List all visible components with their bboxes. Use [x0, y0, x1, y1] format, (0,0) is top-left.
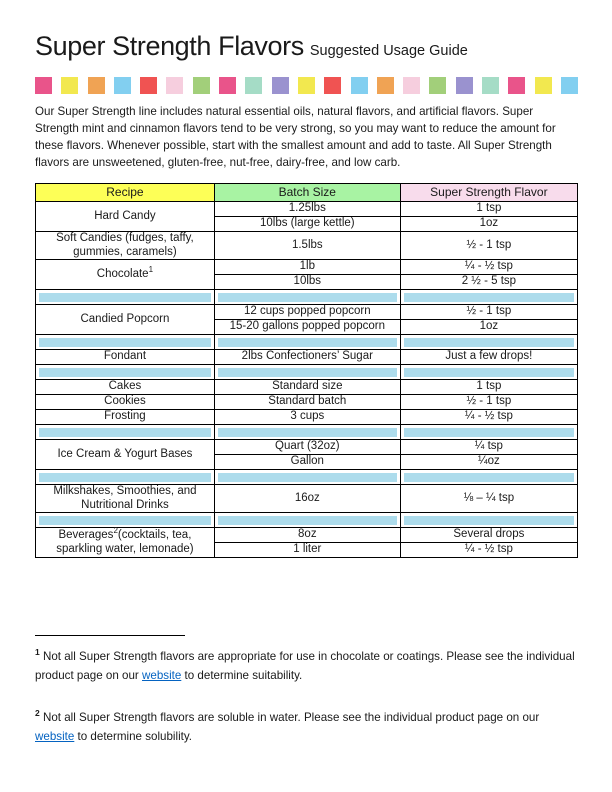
color-square: [456, 77, 473, 94]
spacer-cell: [400, 513, 577, 528]
intro-paragraph: Our Super Strength line includes natural essential oils, natural flavors, and artificial flavors. Super Strength mint and cinnamon flavors tend to be very strong, so you may want to reduce the amount for these flavors. Whenever possible, start with the smallest amount and add to taste. All Super Strength flavors are unsweetened, gluten-free, nut-free, dairy-free, and low carb.: [35, 105, 556, 169]
table-row: [36, 260, 578, 275]
color-square: [403, 77, 420, 94]
batch-size-cell: 12 cups popped popcorn: [214, 305, 400, 320]
recipe-cell: Cakes: [36, 380, 215, 395]
spacer-row: [36, 365, 578, 380]
spacer-row: [36, 425, 578, 440]
recipe-cell: Fondant: [36, 350, 215, 365]
table-row: [36, 202, 578, 217]
batch-size-cell: 2lbs Confectioners’ Sugar: [214, 350, 400, 365]
batch-size-cell: Standard size: [214, 380, 400, 395]
spacer-cell: [214, 290, 400, 305]
spacer-cell: [36, 470, 215, 485]
spacer-cell: [214, 470, 400, 485]
color-square: [140, 77, 157, 94]
batch-size-cell: 10lbs: [214, 275, 400, 290]
batch-size-cell: Gallon: [214, 455, 400, 470]
table-row: [36, 395, 578, 410]
color-square: [429, 77, 446, 94]
color-square: [219, 77, 236, 94]
flavor-cell: Several drops: [400, 528, 577, 543]
footnote-1: [35, 643, 578, 685]
table-header-row: [36, 184, 578, 202]
color-square: [114, 77, 131, 94]
batch-size-cell: Quart (32oz): [214, 440, 400, 455]
flavor-cell: ½ - 1 tsp: [400, 232, 577, 260]
color-square: [508, 77, 525, 94]
footnote-2-text: Not all Super Strength flavors are soluble in water. Please see the individual product page on our: [39, 710, 540, 724]
color-square: [561, 77, 578, 94]
batch-size-cell: 10lbs (large kettle): [214, 217, 400, 232]
batch-size-cell: Standard batch: [214, 395, 400, 410]
flavor-cell: ½ - 1 tsp: [400, 395, 577, 410]
table-row: [36, 232, 578, 260]
footnote-1-text: Not all Super Strength flavors are appropriate for use in chocolate or coatings. Please see the individual product page on our: [35, 649, 575, 682]
color-square: [351, 77, 368, 94]
footnote-1-marker: 1: [35, 647, 40, 657]
website-link-1[interactable]: website: [142, 668, 182, 682]
flavor-cell: ¼ tsp: [400, 440, 577, 455]
flavor-cell: ¼ - ½ tsp: [400, 410, 577, 425]
spacer-cell: [214, 365, 400, 380]
recipe-cell: Frosting: [36, 410, 215, 425]
usage-guide-table: [35, 183, 578, 558]
spacer-cell: [36, 365, 215, 380]
table-row: [36, 485, 578, 513]
spacer-cell: [36, 513, 215, 528]
page-title: [35, 30, 578, 67]
spacer-cell: [400, 425, 577, 440]
batch-size-cell: 15-20 gallons popped popcorn: [214, 320, 400, 335]
footnote-1-text-after: to determine suitability.: [181, 668, 303, 682]
recipe-cell: Candied Popcorn: [36, 305, 215, 335]
table-row: [36, 305, 578, 320]
batch-size-cell: 1lb: [214, 260, 400, 275]
batch-size-cell: 1 liter: [214, 543, 400, 558]
table-row: [36, 350, 578, 365]
batch-size-cell: 1.5lbs: [214, 232, 400, 260]
footnotes-section: [35, 635, 578, 746]
footnote-2-text-after: to determine solubility.: [74, 729, 193, 743]
batch-size-cell: 16oz: [214, 485, 400, 513]
color-square: [166, 77, 183, 94]
title-main: Super Strength Flavors: [35, 31, 304, 61]
footnote-divider: [35, 635, 185, 636]
color-square: [324, 77, 341, 94]
color-square: [245, 77, 262, 94]
spacer-cell: [400, 365, 577, 380]
footnote-2-marker: 2: [35, 707, 40, 718]
color-square: [61, 77, 78, 94]
recipe-cell: Chocolate$^1$: [36, 260, 215, 290]
recipe-cell: Milkshakes, Smoothies, and Nutritional Drinks: [36, 485, 215, 513]
spacer-cell: [214, 513, 400, 528]
flavor-cell: 1oz: [400, 320, 577, 335]
title-subtitle: Suggested Usage Guide: [309, 43, 468, 59]
recipe-cell: Ice Cream & Yogurt Bases: [36, 440, 215, 470]
flavor-cell: ¼oz: [400, 455, 577, 470]
color-square: [482, 77, 499, 94]
spacer-cell: [36, 425, 215, 440]
color-squares-divider: [35, 77, 578, 94]
footnote-reference: 2: [113, 526, 118, 536]
table-row: [36, 528, 578, 543]
recipe-cell: Soft Candies (fudges, taffy, gummies, caramels): [36, 232, 215, 260]
spacer-row: [36, 470, 578, 485]
flavor-cell: 1 tsp: [400, 202, 577, 217]
recipe-cell: Hard Candy: [36, 202, 215, 232]
flavor-cell: ¼ - ½ tsp: [400, 260, 577, 275]
spacer-cell: [214, 425, 400, 440]
footnote-2: [35, 704, 578, 746]
flavor-cell: ⅛ – ¼ tsp: [400, 485, 577, 513]
footnote-reference: 1: [148, 264, 154, 274]
flavor-cell: 1 tsp: [400, 380, 577, 395]
flavor-cell: 1oz: [400, 217, 577, 232]
spacer-row: [36, 335, 578, 350]
color-square: [535, 77, 552, 94]
header-flavor: Super Strength Flavor: [400, 184, 577, 202]
table-row: [36, 440, 578, 455]
table-row: [36, 380, 578, 395]
spacer-cell: [214, 335, 400, 350]
flavor-cell: ¼ - ½ tsp: [400, 543, 577, 558]
website-link-2[interactable]: website: [35, 729, 75, 743]
header-batch-size: Batch Size: [214, 184, 400, 202]
recipe-cell: Cookies: [36, 395, 215, 410]
spacer-cell: [400, 290, 577, 305]
color-square: [272, 77, 289, 94]
header-recipe: Recipe: [36, 184, 215, 202]
color-square: [193, 77, 210, 94]
color-square: [88, 77, 105, 94]
color-square: [377, 77, 394, 94]
spacer-row: [36, 290, 578, 305]
batch-size-cell: 8oz: [214, 528, 400, 543]
recipe-cell: Beverages$^2$(cocktails, tea, sparkling water, lemonade): [36, 528, 215, 558]
flavor-cell: Just a few drops!: [400, 350, 577, 365]
spacer-cell: [36, 335, 215, 350]
batch-size-cell: 3 cups: [214, 410, 400, 425]
table-row: [36, 410, 578, 425]
spacer-cell: [400, 335, 577, 350]
spacer-cell: [36, 290, 215, 305]
spacer-cell: [400, 470, 577, 485]
flavor-cell: 2 ½ - 5 tsp: [400, 275, 577, 290]
flavor-cell: ½ - 1 tsp: [400, 305, 577, 320]
color-square: [298, 77, 315, 94]
batch-size-cell: 1.25lbs: [214, 202, 400, 217]
color-square: [35, 77, 52, 94]
